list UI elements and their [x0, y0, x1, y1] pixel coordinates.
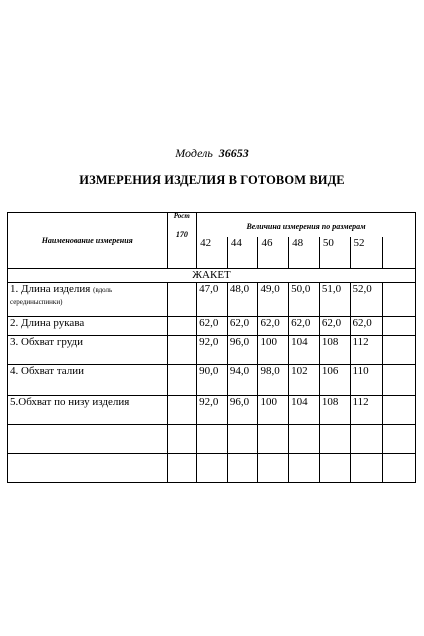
size-cell: 48: [289, 237, 320, 269]
value-cell: 96,0: [227, 396, 258, 425]
table-row: [8, 396, 416, 425]
value-cell: 62,0: [258, 317, 289, 336]
row-name: 2. Длина рукава: [8, 317, 168, 336]
document-title: ИЗМЕРЕНИЯ ИЗДЕЛИЯ В ГОТОВОМ ВИДЕ: [79, 173, 345, 187]
table-row: [8, 336, 416, 365]
model-label: Модель: [175, 146, 213, 160]
value-cell: [383, 365, 416, 396]
value-cell: 100: [258, 396, 289, 425]
value-cell: 90,0: [197, 365, 228, 396]
rost-label: Рост: [173, 212, 190, 220]
header-rost: [167, 213, 197, 269]
value-cell: 96,0: [227, 336, 258, 365]
value-cell: 110: [350, 365, 383, 396]
row-name: 3. Обхват груди: [8, 336, 168, 365]
table-row: [8, 283, 416, 317]
row-name: 4. Обхват талии: [8, 365, 168, 396]
value-cell: [383, 317, 416, 336]
size-cell: [383, 237, 416, 269]
header-sizes-label: Величина измерения по размерам: [197, 213, 416, 237]
row-name: 1. Длина изделия (вдоль серединыспинки): [8, 283, 168, 317]
value-cell: [383, 336, 416, 365]
size-cell: 42: [197, 237, 228, 269]
value-cell: 104: [289, 336, 320, 365]
value-cell: 102: [289, 365, 320, 396]
value-cell: 104: [289, 396, 320, 425]
value-cell: 49,0: [258, 283, 289, 317]
value-cell: 112: [350, 336, 383, 365]
value-cell: 92,0: [197, 396, 228, 425]
value-cell: 62,0: [227, 317, 258, 336]
value-cell: [383, 396, 416, 425]
value-cell: 50,0: [289, 283, 320, 317]
size-cell: 46: [258, 237, 289, 269]
rost-value: 170: [175, 229, 188, 239]
model-line: [0, 146, 424, 161]
value-cell: 48,0: [227, 283, 258, 317]
size-cell: 52: [350, 237, 383, 269]
row-name: 5.Обхват по низу изделия: [8, 396, 168, 425]
value-cell: 51,0: [319, 283, 350, 317]
value-cell: 108: [319, 336, 350, 365]
value-cell: 62,0: [289, 317, 320, 336]
value-cell: 98,0: [258, 365, 289, 396]
value-cell: [383, 283, 416, 317]
header-name: Наименование измерения: [8, 213, 168, 269]
table-row: [8, 317, 416, 336]
measurements-table: [7, 212, 416, 483]
size-cell: 44: [227, 237, 258, 269]
value-cell: 100: [258, 336, 289, 365]
value-cell: 112: [350, 396, 383, 425]
value-cell: 62,0: [350, 317, 383, 336]
size-cell: 50: [319, 237, 350, 269]
table-row-empty: [8, 454, 416, 483]
value-cell: 62,0: [197, 317, 228, 336]
section-jacket: ЖАКЕТ: [8, 269, 416, 283]
row-note: (вдоль серединыспинки): [10, 286, 113, 307]
model-number: 36653: [218, 146, 249, 160]
value-cell: 108: [319, 396, 350, 425]
value-cell: 52,0: [350, 283, 383, 317]
value-cell: 92,0: [197, 336, 228, 365]
value-cell: 62,0: [319, 317, 350, 336]
value-cell: 94,0: [227, 365, 258, 396]
value-cell: 47,0: [197, 283, 228, 317]
table-row-empty: [8, 425, 416, 454]
value-cell: 106: [319, 365, 350, 396]
table-row: [8, 365, 416, 396]
